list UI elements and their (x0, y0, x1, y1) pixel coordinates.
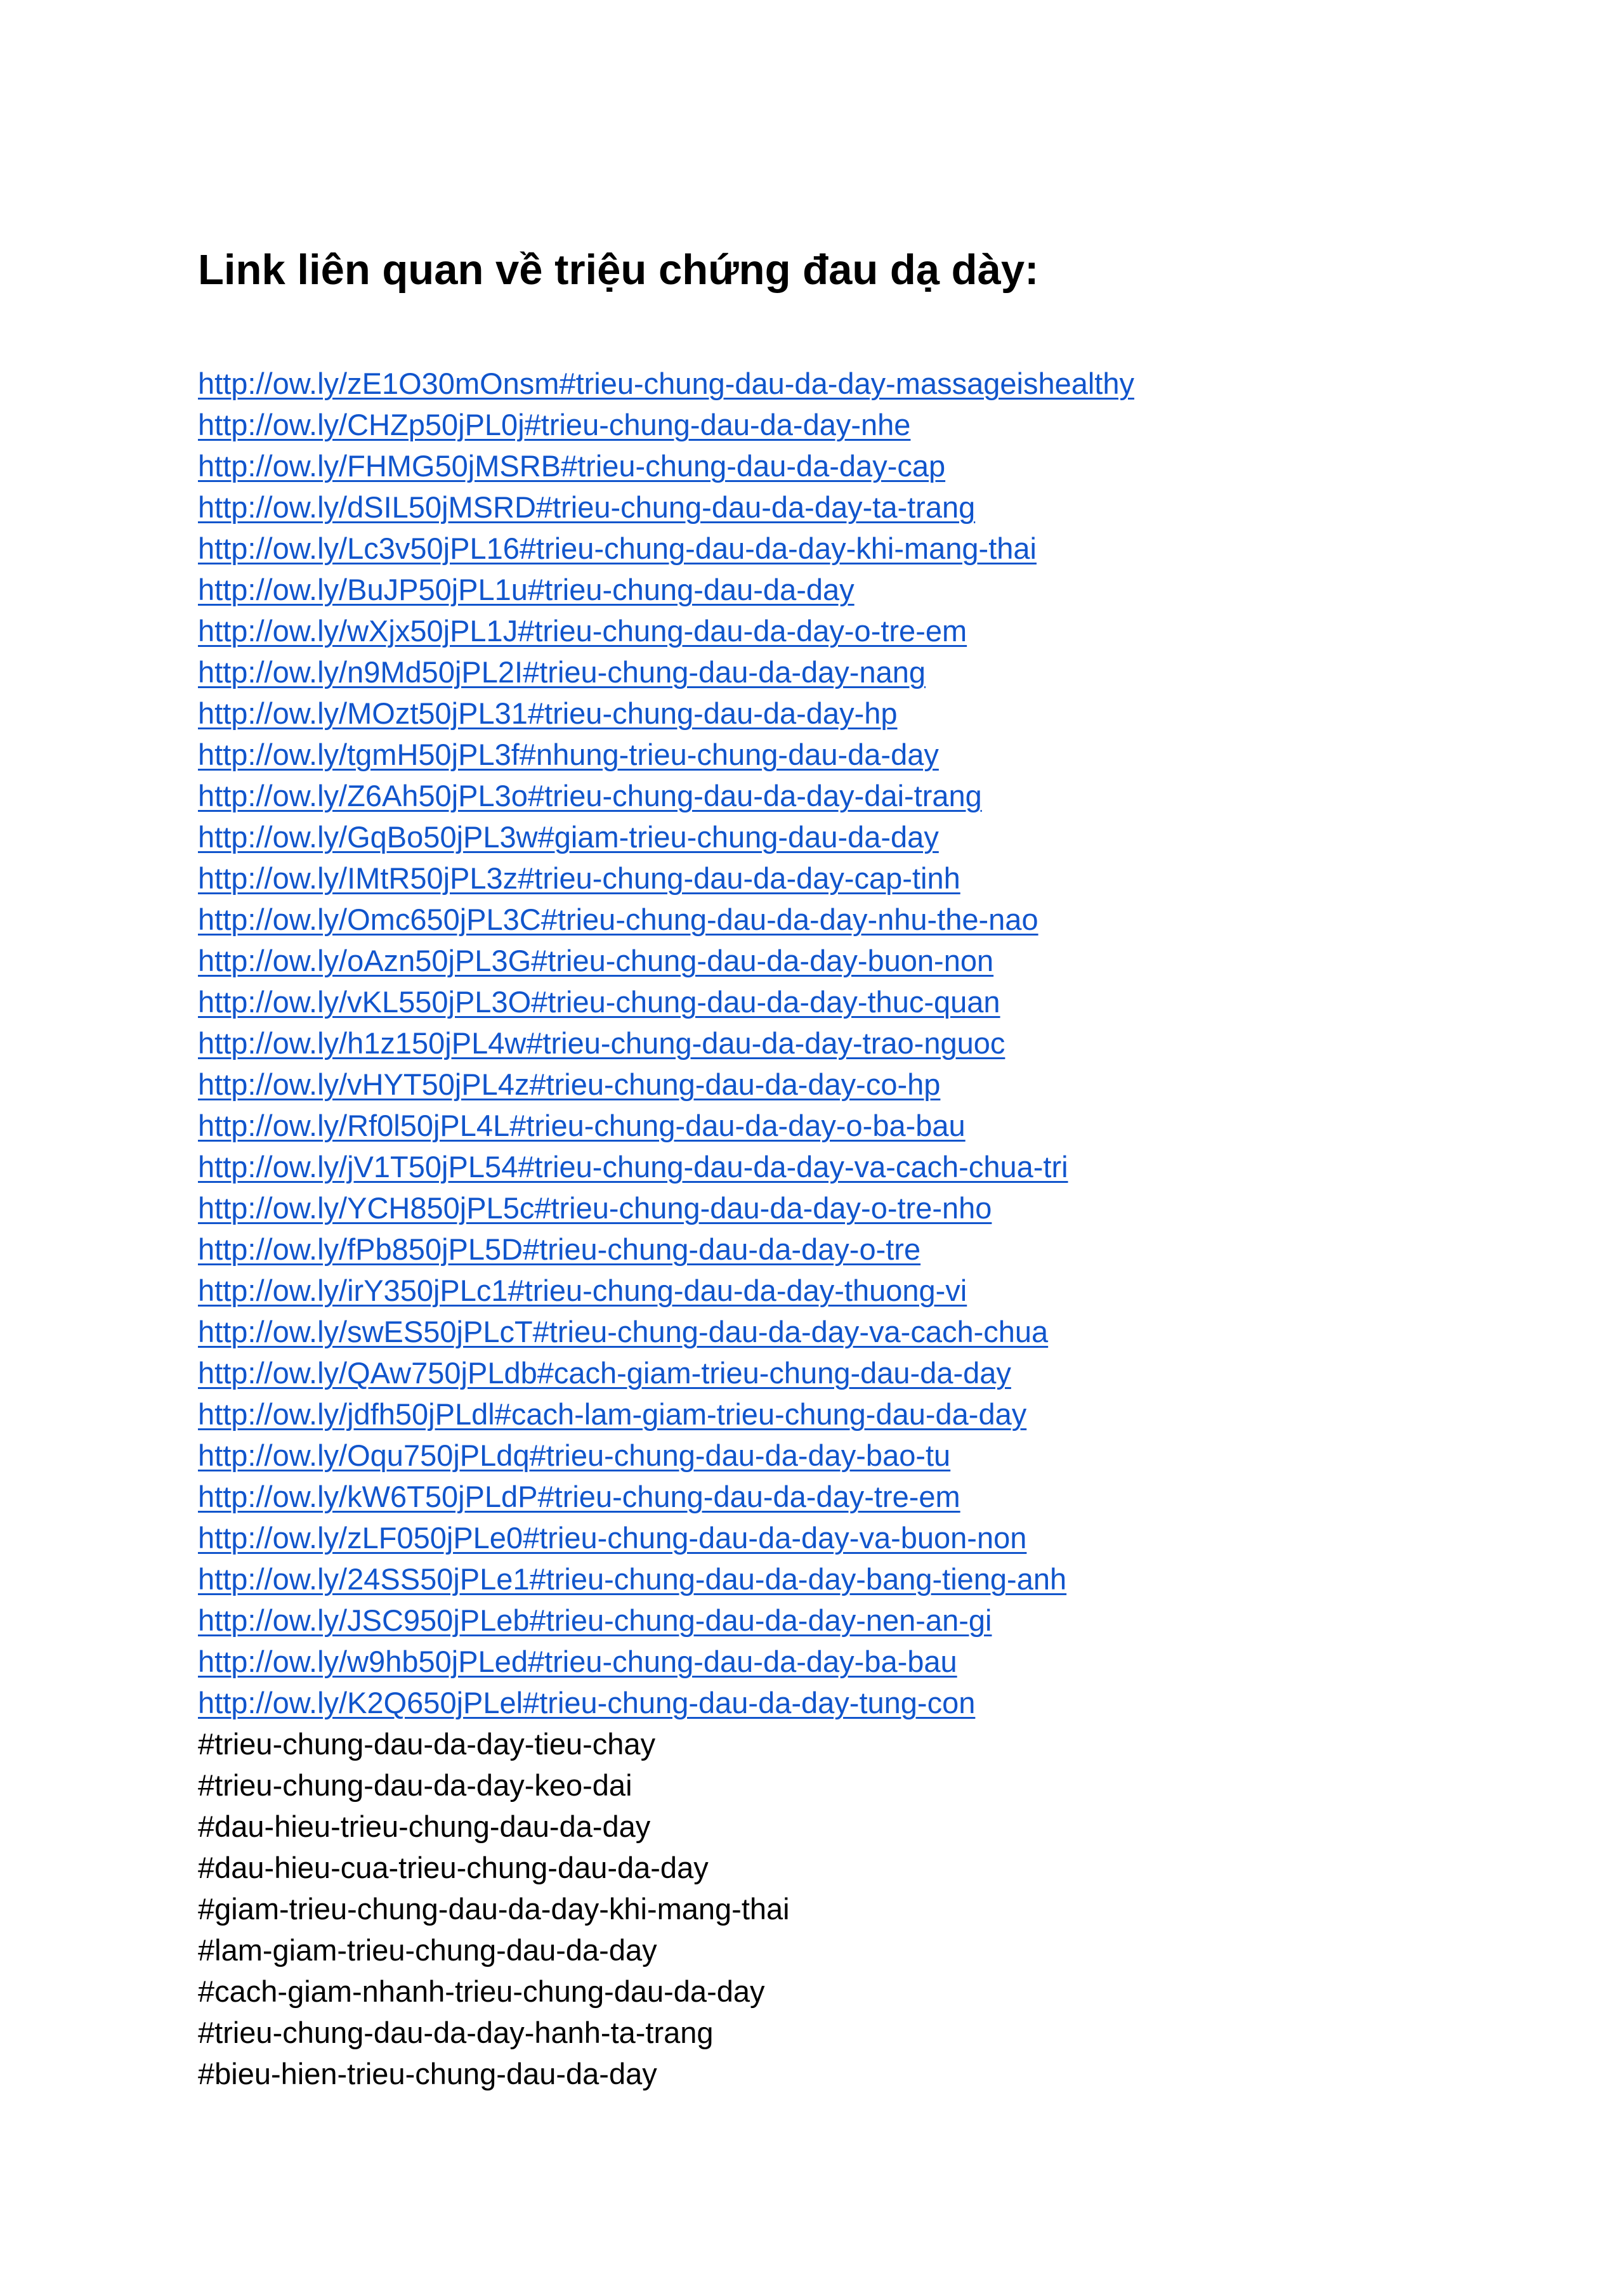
list-item (198, 858, 1134, 899)
list-item (198, 404, 1134, 445)
hashtag-text: #bieu-hien-trieu-chung-dau-da-day (198, 2057, 657, 2091)
hashtag-text: #dau-hieu-cua-trieu-chung-dau-da-day (198, 1851, 709, 1884)
link[interactable]: http://ow.ly/h1z150jPL4w#trieu-chung-dau-da-day-trao-nguoc (198, 1026, 1005, 1060)
link[interactable]: http://ow.ly/IMtR50jPL3z#trieu-chung-dau-da-day-cap-tinh (198, 861, 960, 895)
link[interactable]: http://ow.ly/K2Q650jPLel#trieu-chung-dau-da-day-tung-con (198, 1686, 976, 1719)
link[interactable]: http://ow.ly/vHYT50jPL4z#trieu-chung-dau-da-day-co-hp (198, 1067, 941, 1101)
list-item (198, 651, 1134, 693)
list-item (198, 816, 1134, 858)
link[interactable]: http://ow.ly/vKL550jPL3O#trieu-chung-dau-da-day-thuc-quan (198, 985, 1000, 1019)
list-item (198, 1764, 1134, 1806)
list-item (198, 1187, 1134, 1229)
list-item (198, 2053, 1134, 2094)
link[interactable]: http://ow.ly/Lc3v50jPL16#trieu-chung-dau-da-day-khi-mang-thai (198, 532, 1037, 565)
list-item (198, 1146, 1134, 1187)
link[interactable]: http://ow.ly/MOzt50jPL31#trieu-chung-dau-da-day-hp (198, 696, 898, 730)
list-item (198, 734, 1134, 775)
link[interactable]: http://ow.ly/Omc650jPL3C#trieu-chung-dau-da-day-nhu-the-nao (198, 903, 1038, 936)
list-item (198, 2012, 1134, 2053)
list-item (198, 1888, 1134, 1929)
hashtag-text: #lam-giam-trieu-chung-dau-da-day (198, 1933, 657, 1967)
list-item (198, 1435, 1134, 1476)
list-item (198, 1393, 1134, 1435)
link[interactable]: http://ow.ly/24SS50jPLe1#trieu-chung-dau-da-day-bang-tieng-anh (198, 1562, 1067, 1596)
link[interactable]: http://ow.ly/irY350jPLc1#trieu-chung-dau-da-day-thuong-vi (198, 1274, 967, 1307)
hashtag-text: #trieu-chung-dau-da-day-hanh-ta-trang (198, 2016, 714, 2049)
link[interactable]: http://ow.ly/GqBo50jPL3w#giam-trieu-chung-dau-da-day (198, 820, 939, 854)
list-item (198, 486, 1134, 528)
list-item (198, 1641, 1134, 1682)
link[interactable]: http://ow.ly/BuJP50jPL1u#trieu-chung-dau-da-day (198, 573, 855, 606)
list-item (198, 445, 1134, 486)
hashtag-text: #giam-trieu-chung-dau-da-day-khi-mang-thai (198, 1892, 790, 1926)
link[interactable]: http://ow.ly/dSIL50jMSRD#trieu-chung-dau-da-day-ta-trang (198, 490, 976, 524)
link[interactable]: http://ow.ly/zE1O30mOnsm#trieu-chung-dau-da-day-massageishealthy (198, 367, 1135, 400)
list-item (198, 1270, 1134, 1311)
list-item (198, 1311, 1134, 1352)
link[interactable]: http://ow.ly/jV1T50jPL54#trieu-chung-dau-da-day-va-cach-chua-tri (198, 1150, 1068, 1184)
list-item (198, 1600, 1134, 1641)
link[interactable]: http://ow.ly/jdfh50jPLdl#cach-lam-giam-trieu-chung-dau-da-day (198, 1397, 1027, 1431)
list-item (198, 1682, 1134, 1723)
list-item (198, 981, 1134, 1022)
link[interactable]: http://ow.ly/FHMG50jMSRB#trieu-chung-dau-da-day-cap (198, 449, 946, 483)
list-item (198, 1105, 1134, 1146)
list-item (198, 610, 1134, 651)
link[interactable]: http://ow.ly/zLF050jPLe0#trieu-chung-dau-da-day-va-buon-non (198, 1521, 1027, 1555)
list-item (198, 363, 1134, 404)
link[interactable]: http://ow.ly/w9hb50jPLed#trieu-chung-dau-da-day-ba-bau (198, 1645, 957, 1678)
list-item (198, 1229, 1134, 1270)
link[interactable]: http://ow.ly/oAzn50jPL3G#trieu-chung-dau-da-day-buon-non (198, 944, 994, 977)
list-item (198, 1476, 1134, 1517)
link[interactable]: http://ow.ly/fPb850jPL5D#trieu-chung-dau-da-day-o-tre (198, 1232, 921, 1266)
link[interactable]: http://ow.ly/CHZp50jPL0j#trieu-chung-dau-da-day-nhe (198, 408, 911, 441)
link[interactable]: http://ow.ly/Oqu750jPLdq#trieu-chung-dau-da-day-bao-tu (198, 1438, 951, 1472)
hashtag-text: #cach-giam-nhanh-trieu-chung-dau-da-day (198, 1974, 765, 2008)
page-title: Link liên quan về triệu chứng đau dạ dày: (198, 246, 1039, 294)
list-item (198, 569, 1134, 610)
hashtag-text: #trieu-chung-dau-da-day-tieu-chay (198, 1727, 656, 1761)
link[interactable]: http://ow.ly/n9Md50jPL2I#trieu-chung-dau-da-day-nang (198, 655, 926, 689)
list-item (198, 1723, 1134, 1764)
list-item (198, 1022, 1134, 1064)
list-item (198, 940, 1134, 981)
list-item (198, 1517, 1134, 1558)
list-item (198, 1558, 1134, 1600)
list-item (198, 1929, 1134, 1971)
link[interactable]: http://ow.ly/YCH850jPL5c#trieu-chung-dau-da-day-o-tre-nho (198, 1191, 992, 1225)
link[interactable]: http://ow.ly/swES50jPLcT#trieu-chung-dau-da-day-va-cach-chua (198, 1315, 1049, 1348)
link[interactable]: http://ow.ly/QAw750jPLdb#cach-giam-trieu-chung-dau-da-day (198, 1356, 1011, 1390)
list-item (198, 693, 1134, 734)
link[interactable]: http://ow.ly/Z6Ah50jPL3o#trieu-chung-dau-da-day-dai-trang (198, 779, 982, 812)
list-item (198, 899, 1134, 940)
link[interactable]: http://ow.ly/wXjx50jPL1J#trieu-chung-dau-da-day-o-tre-em (198, 614, 967, 648)
link[interactable]: http://ow.ly/tgmH50jPL3f#nhung-trieu-chung-dau-da-day (198, 738, 939, 771)
list-item (198, 528, 1134, 569)
link-list (198, 363, 1134, 2094)
link[interactable]: http://ow.ly/kW6T50jPLdP#trieu-chung-dau-da-day-tre-em (198, 1480, 960, 1513)
list-item (198, 775, 1134, 816)
list-item (198, 1847, 1134, 1888)
list-item (198, 1971, 1134, 2012)
list-item (198, 1806, 1134, 1847)
list-item (198, 1352, 1134, 1393)
link[interactable]: http://ow.ly/JSC950jPLeb#trieu-chung-dau-da-day-nen-an-gi (198, 1603, 992, 1637)
link[interactable]: http://ow.ly/Rf0l50jPL4L#trieu-chung-dau-da-day-o-ba-bau (198, 1109, 966, 1142)
list-item (198, 1064, 1134, 1105)
hashtag-text: #trieu-chung-dau-da-day-keo-dai (198, 1768, 632, 1802)
hashtag-text: #dau-hieu-trieu-chung-dau-da-day (198, 1810, 651, 1843)
